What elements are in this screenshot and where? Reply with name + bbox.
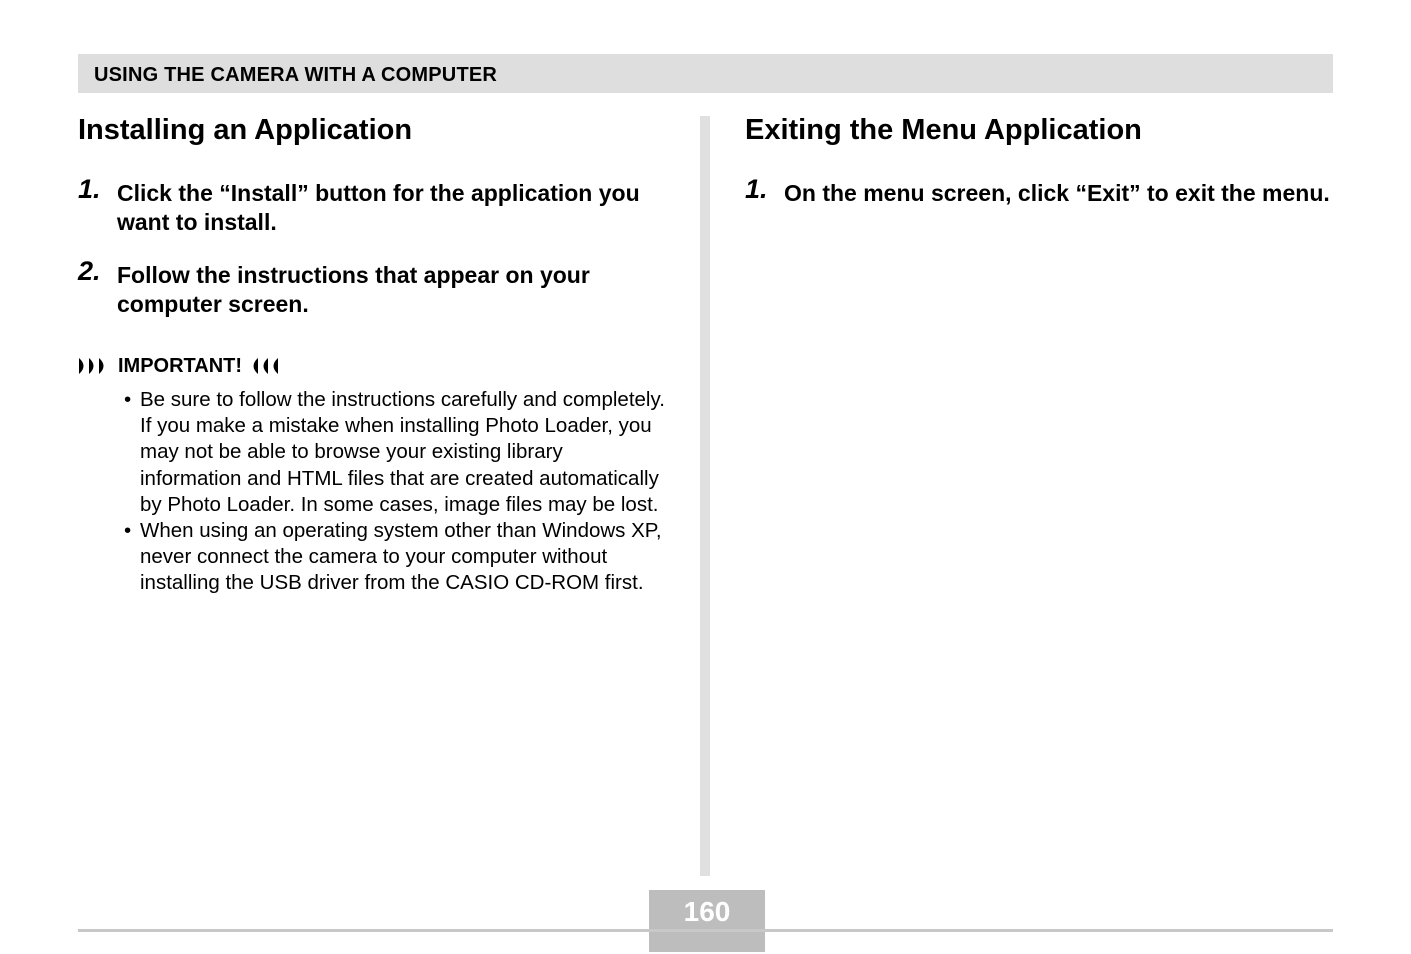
exit-step-1 (745, 174, 1335, 208)
page-number-box (649, 890, 765, 952)
section-header-title: USING THE CAMERA WITH A COMPUTER (94, 64, 498, 86)
page-number-box-bottom (649, 932, 765, 952)
install-step-2 (78, 256, 668, 319)
install-step-1 (78, 174, 668, 237)
step-text: Follow the instructions that appear on your computer screen. (117, 262, 590, 317)
important-arrows-right-icon (248, 358, 279, 374)
important-note (124, 518, 668, 597)
important-arrows-left-icon (78, 358, 109, 374)
step-number: 2. (78, 256, 101, 286)
important-label: IMPORTANT! (118, 354, 243, 377)
note-text: Be sure to follow the instructions carefully and completely. If you make a mistake when installing Photo Loader, you may not be able to browse your existing library information and HTML files that are created automatically by Photo Loader. In some cases, image files may be lost. (140, 388, 665, 516)
step-number: 1. (78, 174, 101, 204)
installing-section-title: Installing an Application (78, 114, 413, 146)
column-divider (700, 116, 710, 876)
step-text: On the menu screen, click “Exit” to exit the menu. (784, 180, 1330, 206)
page-number: 160 (683, 896, 731, 927)
important-notes (78, 387, 668, 597)
left-column (78, 112, 668, 597)
step-text: Click the “Install” button for the application you want to install. (117, 180, 640, 235)
step-number: 1. (745, 174, 768, 204)
note-text: When using an operating system other than Windows XP, never connect the camera to your computer without installing the USB driver from the CASIO CD-ROM first. (140, 519, 662, 595)
right-column (745, 112, 1335, 208)
bullet-icon: • (124, 519, 132, 543)
bullet-icon: • (124, 388, 132, 411)
section-header-bar (78, 54, 1333, 93)
exiting-section-title: Exiting the Menu Application (745, 114, 1142, 146)
important-note (124, 387, 668, 518)
important-heading (78, 353, 668, 379)
